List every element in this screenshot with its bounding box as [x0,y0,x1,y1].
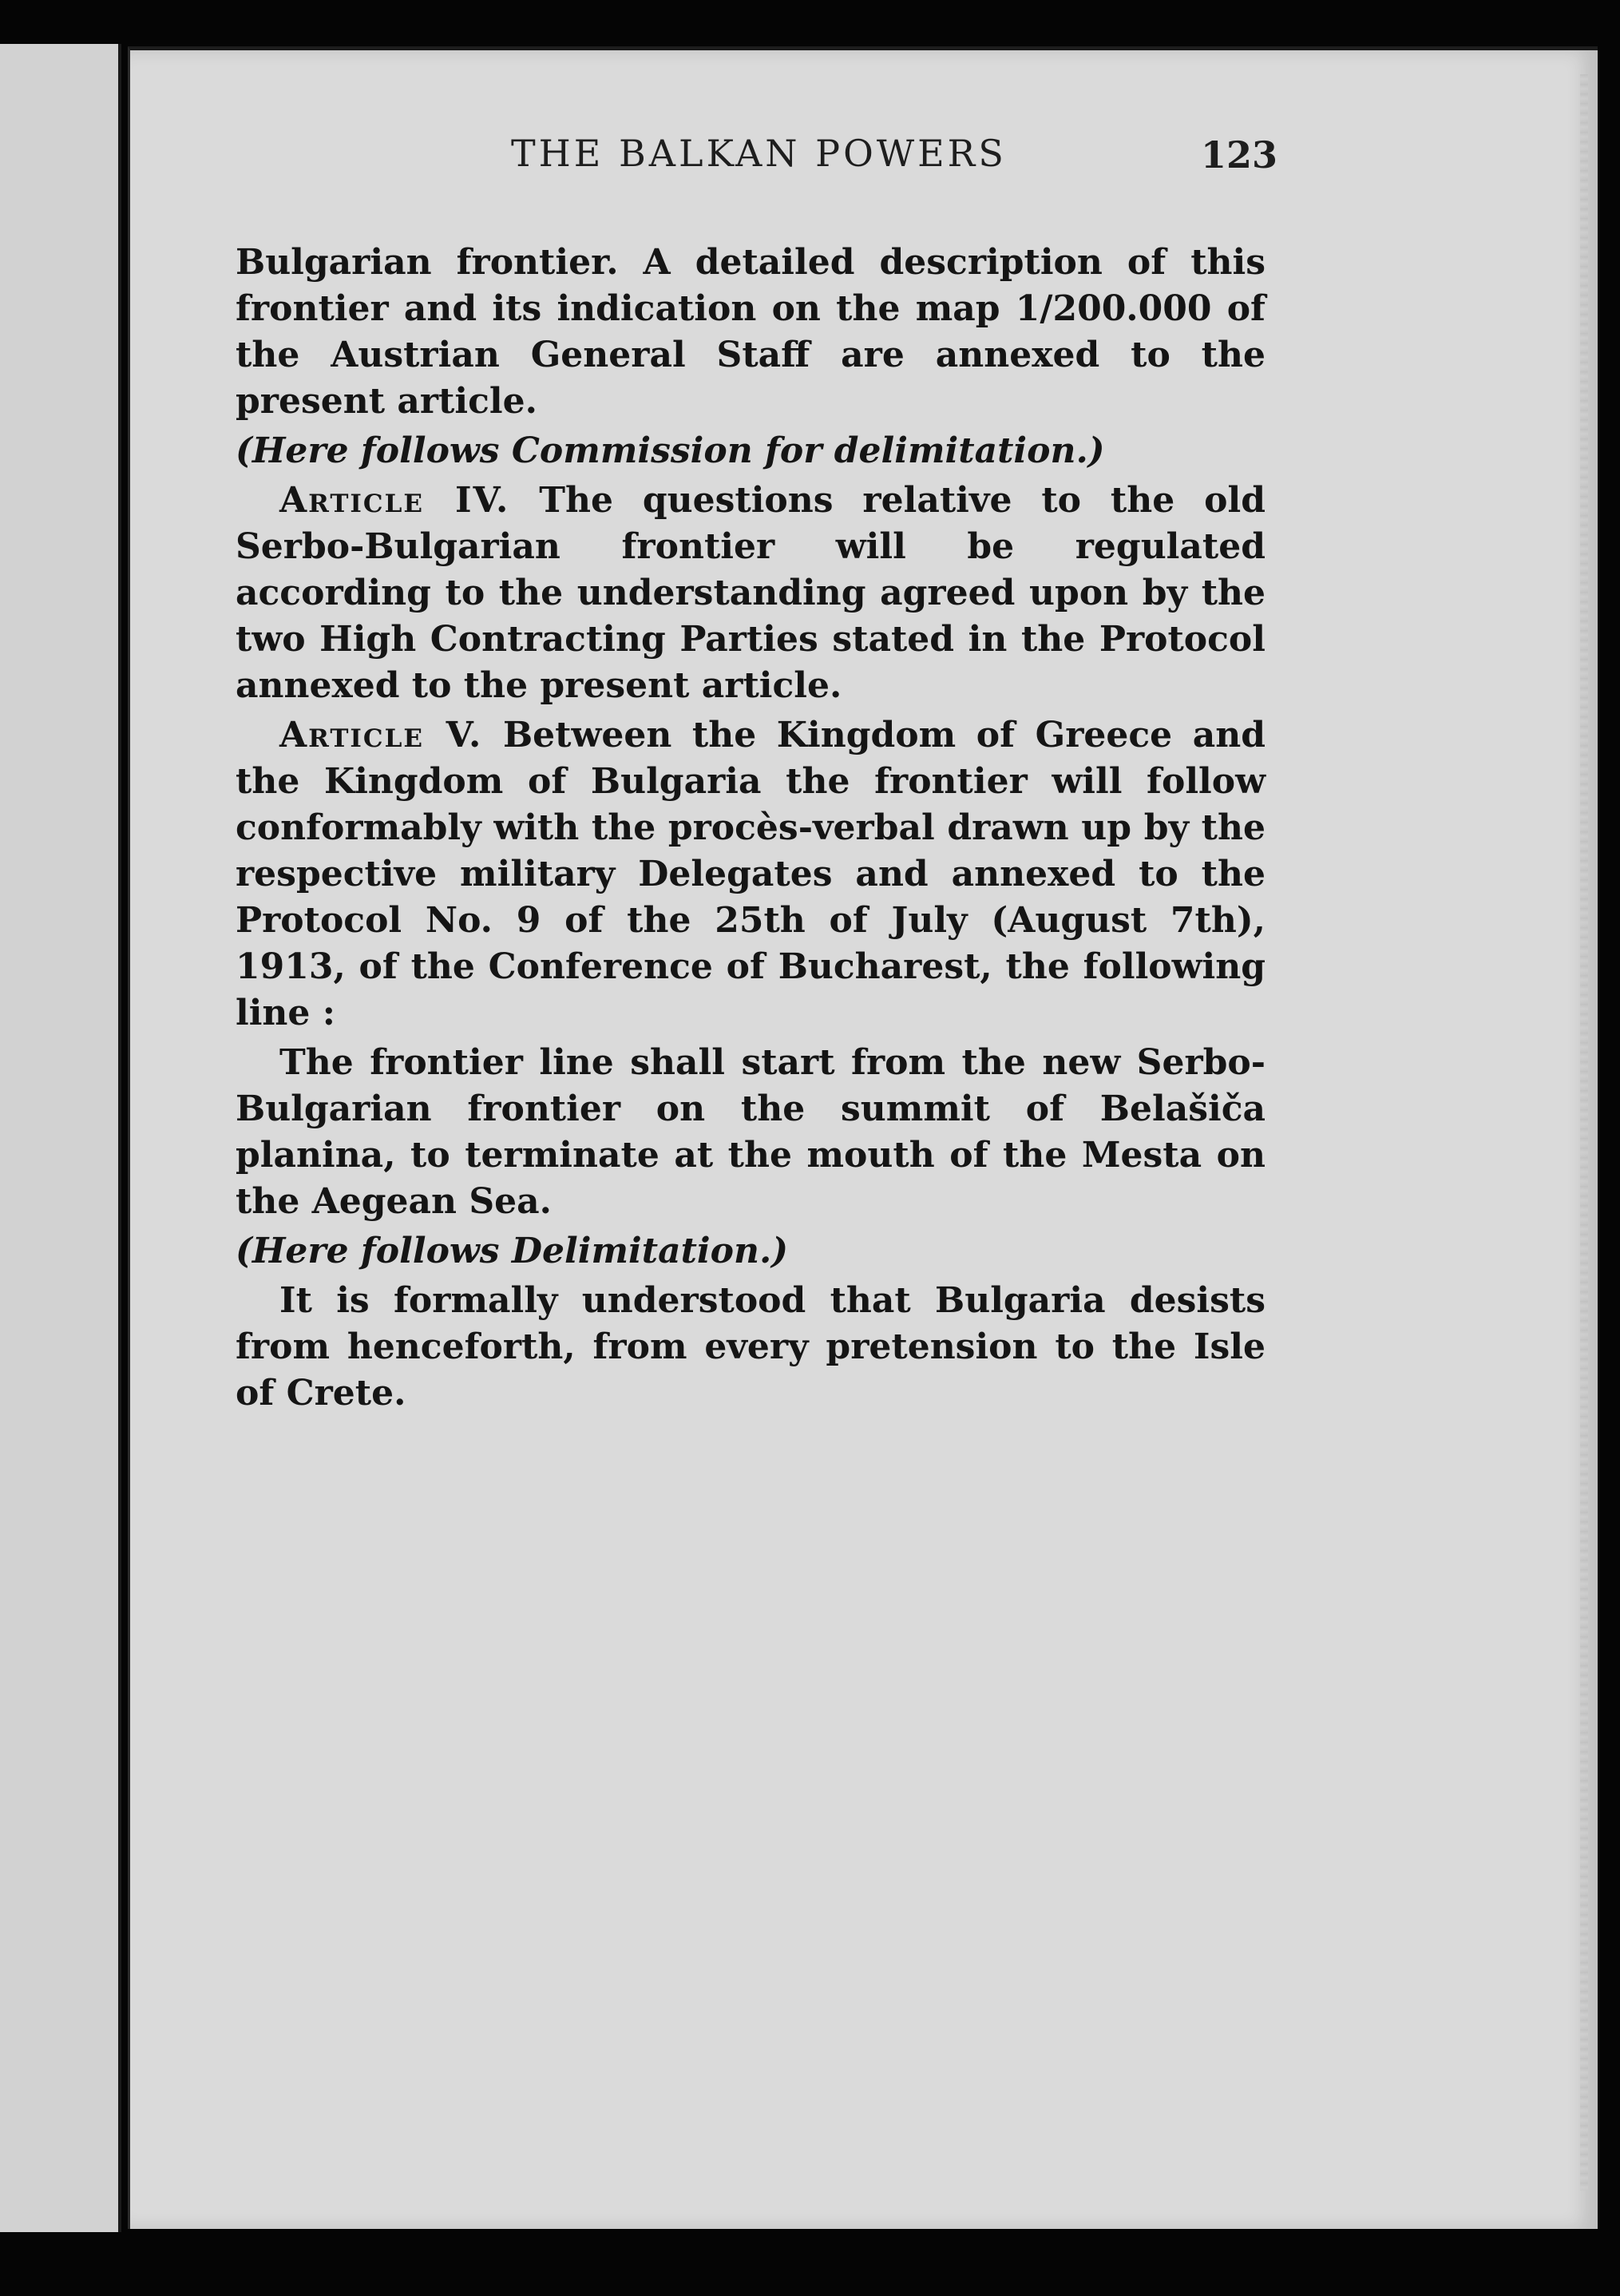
page-number: 123 [1200,133,1277,176]
paragraph-frontier-line: The frontier line shall start from the new Serbo-Bulgarian frontier on the summit of Belašiča planina, to terminate at the mouth of the Mesta on the Aegean Sea. [236,1042,1266,1222]
paragraph-article-iv [236,478,1266,709]
editorial-note-delimitation: (Here follows Delimitation.) [236,1231,789,1271]
paragraph-continuation: Bulgarian frontier. A detailed description of this frontier and its indication on the map 1/200.000 of the Austrian General Staff are annexed to the present article. [236,242,1266,422]
paragraph-article-v [236,712,1266,1037]
paragraph-crete: It is formally understood that Bulgaria desists from henceforth, from every pretension to the Isle of Crete. [236,1280,1266,1414]
previous-page-edge [0,44,121,2232]
page-fore-edge [1580,74,1588,2191]
article-iv-label: Article IV. [279,480,510,521]
page-body [236,240,1266,1420]
article-v-text: Between the Kingdom of Greece and the Kingdom of Bulgaria the frontier will follow conformably with the procès-verbal drawn up by the respective military Delegates and annexed to the Protocol No. 9 of the 25th of July (August 7th), 1913, of the Conference of Bucharest, the following line : [236,715,1266,1033]
page-header [367,132,1277,180]
running-head: THE BALKAN POWERS [511,132,1007,175]
editorial-note-commission: (Here follows Commission for delimitation.) [236,430,1105,471]
article-v-label: Article V. [279,715,483,755]
article-iv-text: The questions relative to the old Serbo-Bulgarian frontier will be regulated according to the understanding agreed upon by the two High Contracting Parties stated in the Protocol annexed to the present article. [236,480,1266,706]
